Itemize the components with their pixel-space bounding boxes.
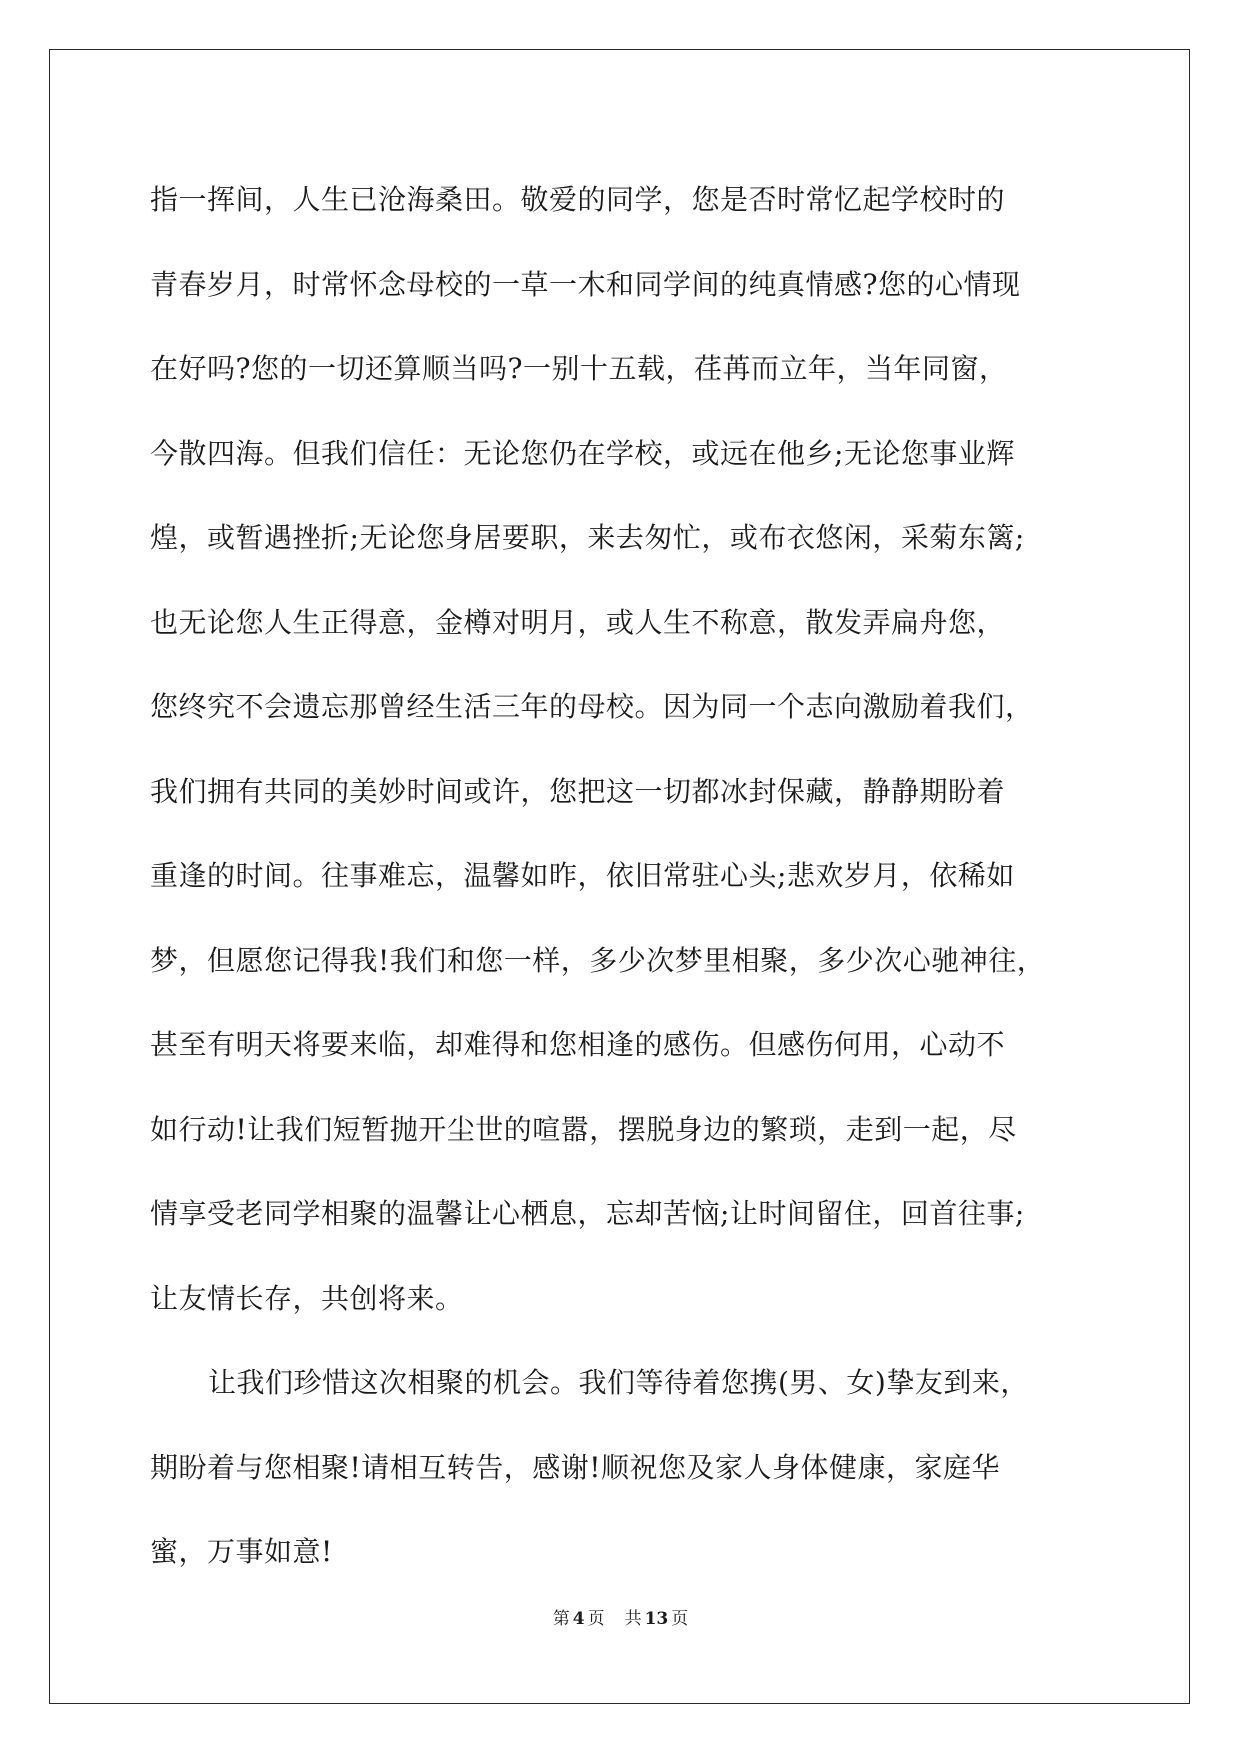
text-line: 指一挥间，人生已沧海桑田。敬爱的同学，您是否时常忆起学校时的 — [150, 183, 1006, 216]
text-line: 梦，但愿您记得我!我们和您一样，多少次梦里相聚，多少次心驰神往， — [150, 943, 1046, 977]
text-line: 情享受老同学相聚的温馨让心栖息，忘却苦恼;让时间留住，回首往事; — [150, 1197, 1025, 1230]
text-line: 蜜，万事如意! — [150, 1535, 333, 1568]
text-line: 甚至有明天将要来临，却难得和您相逢的感伤。但感伤何用，心动不 — [150, 1028, 1006, 1061]
page-suffix: 页 — [587, 1609, 605, 1629]
text-line: 如行动!让我们短暂抛开尘世的喧嚣，摆脱身边的繁琐，走到一起，尽 — [150, 1112, 1017, 1146]
page-footer — [0, 1604, 1241, 1629]
page-prefix: 第 — [552, 1609, 570, 1629]
text-line: 在好吗?您的一切还算顺当吗?一别十五载，荏苒而立年，当年同窗， — [150, 352, 1008, 385]
text-line: 我们拥有共同的美妙时间或许，您把这一切都冰封保藏，静静期盼着 — [150, 774, 1006, 808]
text-line: 让友情长存，共创将来。 — [150, 1281, 464, 1315]
total-pages: 13 — [644, 1609, 669, 1629]
text-line: 今散四海。但我们信任：无论您仍在学校，或远在他乡;无论您事业辉 — [150, 436, 1015, 470]
page-number: 4 — [572, 1609, 585, 1629]
text-line: 期盼着与您相聚!请相互转告，感谢!顺祝您及家人身体健康，家庭华 — [150, 1450, 1001, 1484]
text-line: 重逢的时间。往事难忘，温馨如昨，依旧常驻心头;悲欢岁月，依稀如 — [150, 859, 1015, 892]
text-line: 青春岁月，时常怀念母校的一草一木和同学间的纯真情感?您的心情现 — [150, 267, 1021, 301]
text-line: 也无论您人生正得意，金樽对明月，或人生不称意，散发弄扁舟您， — [150, 605, 1006, 639]
total-suffix: 页 — [671, 1609, 689, 1629]
paragraph-start-line: 让我们珍惜这次相聚的机会。我们等待着您携(男、女)挚友到来， — [208, 1366, 1029, 1399]
text-line: 您终究不会遗忘那曾经生活三年的母校。因为同一个志向激励着我们， — [150, 690, 1034, 723]
document-body — [150, 158, 1110, 1595]
total-prefix: 共 — [624, 1609, 642, 1629]
text-line: 煌，或暂遇挫折;无论您身居要职，来去匆忙，或布衣悠闲，采菊东篱; — [150, 521, 1025, 554]
